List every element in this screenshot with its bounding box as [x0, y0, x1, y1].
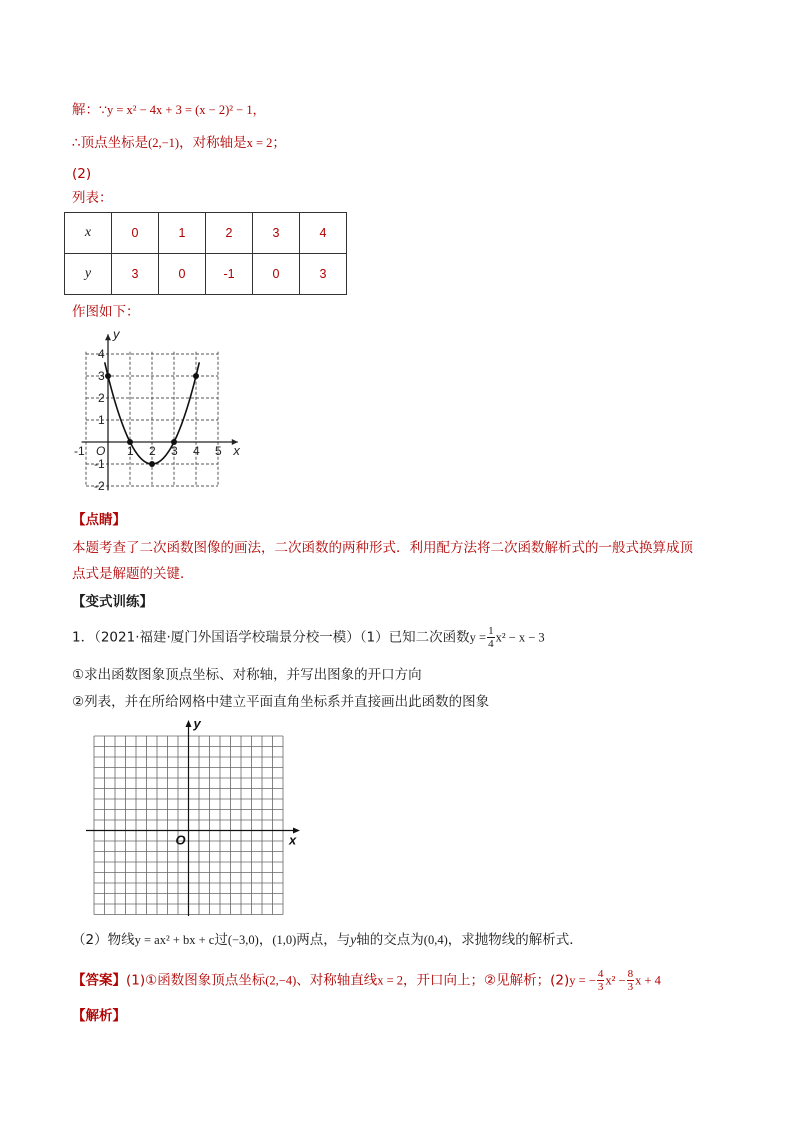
table-cell: 3 — [112, 254, 159, 295]
q2-text: ， — [258, 932, 273, 948]
part-2-label: (2) — [72, 166, 92, 182]
table-cell: 3 — [253, 213, 300, 254]
y-axis-label: y — [193, 716, 201, 731]
table-header-x: x — [65, 213, 112, 254]
graph-point — [149, 461, 155, 467]
dianjing-title: 【点睛】 — [72, 512, 126, 528]
q2-text: 过 — [214, 932, 228, 948]
table-cell: 0 — [159, 254, 206, 295]
dianjing-line-2: 点式是解题的关键． — [72, 566, 194, 582]
x-tick-label: 3 — [171, 444, 178, 458]
x-tick-label: 2 — [149, 444, 156, 458]
y-tick-label: 2 — [98, 391, 105, 405]
q1-fraction — [487, 625, 495, 650]
answer-fraction-2 — [627, 968, 635, 993]
x-tick-label: 4 — [193, 444, 200, 458]
axis-label: ，对称轴是 — [179, 135, 247, 151]
question-1-item-1: ①求出函数图象顶点坐标、对称轴，并写出图象的开口方向 — [72, 667, 422, 683]
question-1 — [72, 625, 545, 650]
origin-label: O — [96, 444, 106, 458]
y-tick-label: -1 — [94, 457, 105, 471]
q2-y-axis: y — [350, 932, 357, 947]
axis-equation: x = 2 — [246, 136, 273, 150]
vertex-label: ∴顶点坐标是 — [72, 135, 149, 151]
table-cell: 3 — [300, 254, 347, 295]
y-axis-arrow — [186, 720, 192, 727]
table-row-y — [65, 254, 347, 295]
q1-func-y: y = — [469, 630, 487, 645]
solution-line-2 — [72, 133, 286, 153]
q2-text: 两点，与 — [296, 932, 351, 948]
answer-title: 【答案】 — [72, 972, 126, 989]
solution-equation: ∵y = x² − 4x + 3 = (x − 2)² − 1， — [99, 103, 266, 117]
graph-point — [193, 373, 199, 379]
answer-part-1: (1) — [126, 972, 146, 989]
q2-text: 轴的交点为 — [356, 932, 424, 948]
table-cell: 1 — [159, 213, 206, 254]
graph-axes — [82, 334, 238, 490]
x-axis-label: x — [233, 443, 240, 458]
y-axis-arrow — [105, 334, 111, 340]
fraction-denominator: 3 — [597, 981, 604, 993]
q2-point-2: (1,0) — [272, 933, 297, 947]
y-tick-label: 3 — [98, 369, 105, 383]
x-axis-label: x — [289, 832, 297, 848]
table-cell: 0 — [112, 213, 159, 254]
question-2 — [72, 930, 583, 950]
answer-equation: x + 4 — [635, 973, 661, 988]
table-header-y: y — [65, 254, 112, 295]
value-table — [64, 212, 347, 295]
y-tick-label: -2 — [94, 479, 105, 493]
fraction-denominator: 3 — [627, 981, 634, 993]
answer-vertex: (2,−4) — [265, 973, 297, 988]
answer-equation: x² − — [605, 973, 626, 988]
q2-point-1: (−3,0) — [227, 933, 259, 947]
table-cell: 4 — [300, 213, 347, 254]
table-cell: 2 — [206, 213, 253, 254]
x-tick-label: 5 — [215, 444, 222, 458]
graph-point — [105, 373, 111, 379]
table-row-x — [65, 213, 347, 254]
answer-text: ①函数图象顶点坐标 — [145, 972, 266, 989]
y-tick-label: 4 — [98, 347, 105, 361]
answer-equation: y = − — [569, 973, 596, 988]
vertex-point: (2,−1) — [148, 136, 180, 150]
answer-text: ，开口向上；②见解析； — [403, 972, 551, 989]
x-tick-label: -1 — [74, 444, 85, 458]
list-label: 列表： — [72, 190, 113, 206]
fraction-denominator: 4 — [488, 638, 494, 650]
y-axis-label: y — [113, 326, 120, 342]
dianjing-line-1: 本题考查了二次函数图像的画法，二次函数的两种形式．利用配方法将二次函数解析式的一般式换算成顶 — [72, 540, 693, 556]
question-1-text: 1．（2021·福建·厦门外国语学校瑞景分校一模）（1）已知二次函数 — [72, 629, 470, 646]
q2-point-3: (0,4) — [423, 933, 448, 947]
answer-text: 、对称轴直线 — [296, 972, 378, 989]
graph-label: 作图如下： — [72, 304, 140, 320]
table-cell: 0 — [253, 254, 300, 295]
solution-line-1 — [72, 100, 265, 120]
q2-text: ，求抛物线的解析式． — [447, 932, 583, 948]
y-tick-label: 1 — [98, 413, 105, 427]
origin-label: O — [175, 832, 186, 848]
fraction-numerator: 1 — [488, 625, 494, 637]
blank-grid-axes — [86, 716, 300, 916]
fraction-numerator: 4 — [597, 968, 604, 980]
blank-coordinate-grid — [86, 718, 306, 918]
q2-function: y = ax² + bx + c — [134, 933, 215, 947]
table-cell: -1 — [206, 254, 253, 295]
bianshi-title: 【变式训练】 — [72, 594, 153, 610]
jiexi-title: 【解析】 — [72, 1008, 126, 1024]
answer-axis: x = 2 — [377, 973, 404, 988]
answer-fraction-1 — [597, 968, 605, 993]
fraction-numerator: 8 — [627, 968, 634, 980]
parabola-graph — [76, 328, 246, 498]
graph-labels — [74, 326, 240, 493]
q2-text: （2）物线 — [72, 932, 135, 948]
x-tick-label: 1 — [127, 444, 134, 458]
line-end: ； — [272, 135, 286, 151]
q1-func-rest: x² − x − 3 — [495, 630, 545, 645]
solution-prefix: 解： — [72, 102, 99, 118]
question-1-item-2: ②列表，并在所给网格中建立平面直角坐标系并直接画出此函数的图象 — [72, 694, 490, 710]
answer-part-2: (2) — [550, 972, 570, 989]
answer-line — [72, 968, 661, 993]
